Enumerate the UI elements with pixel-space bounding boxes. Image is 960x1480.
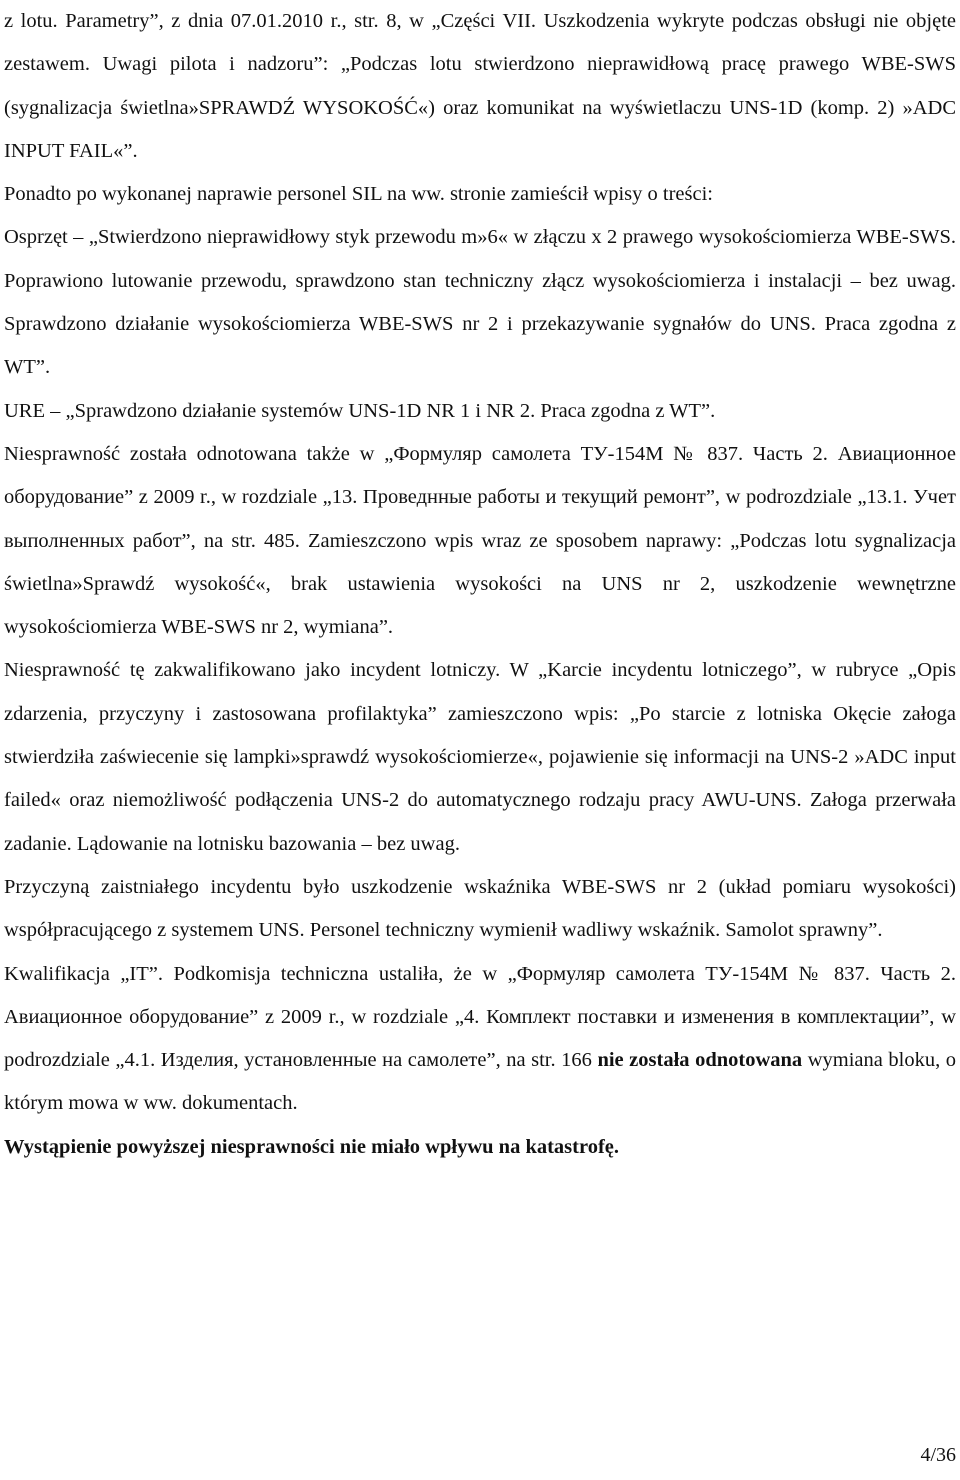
paragraph-incident-cause: Przyczyną zaistniałego incydentu było uszkodzenie wskaźnika WBE-SWS nr 2 (układ pomiaru wysokości) współpracującego z systemem UNS. Personel techniczny wymienił wadliwy wskaźnik. Samolot sprawny”. <box>4 875 956 942</box>
paragraph-formular-entry: Niesprawność została odnotowana także w „Формуляр самолета ТУ-154М № 837. Часть 2. Авиационное оборудование” z 2009 r., w rozdziale „13. Проведнные работы и текущий ремонт”, w podrozdziale „13.1. Учет выполненных работ”, na str. 485. Zamieszczono wpis wraz ze sposobem naprawy: „Podczas lotu sygnalizacja świetlna»Sprawdź wysokość«, brak ustawienia wysokości na UNS nr 2, uszkodzenie wewnętrzne wysokościomierza WBE-SWS nr 2, wymiana”. <box>4 442 956 639</box>
qualification-text-end: wymiana bloku, o którym mowa w ww. dokumentach. <box>4 1049 956 1115</box>
paragraph-continuation: z lotu. Parametry”, z dnia 07.01.2010 r., str. 8, w „Części VII. Uszkodzenia wykryte podczas obsługi nie objęte zestawem. Uwagi pilota i nadzoru”: „Podczas lotu stwierdzono nieprawidłową pracę prawego WBE-SWS (sygnalizacja świetlna»SPRAWDŹ WYSOKOŚĆ«) oraz komunikat na wyświetlaczu UNS-1D (komp. 2) »ADC INPUT FAIL«”. <box>4 10 956 162</box>
paragraph-incident-card: Niesprawność tę zakwalifikowano jako incydent lotniczy. W „Karcie incydentu lotniczego”, w rubryce „Opis zdarzenia, przyczyny i zastosowana profilaktyka” zamieszczono wpis: „Po starcie z lotniska Okęcie załoga stwierdziła zaświecenie się lampki»sprawdź wysokościomierze«, pojawienie się informacji na UNS-2 »ADC input failed« oraz niemożliwość podłączenia UNS-2 do automatycznego rodzaju pracy AWU-UNS. Załoga przerwała zadanie. Lądowanie na lotnisku bazowania – bez uwag. <box>4 659 956 855</box>
paragraph-conclusion <box>4 1126 956 1169</box>
paragraph-sil-entries-intro: Ponadto po wykonanej naprawie personel SIL na ww. stronie zamieścił wpisy o treści: <box>4 183 713 206</box>
page-number: 4/36 <box>920 1444 956 1466</box>
paragraph-qualification <box>4 953 956 1126</box>
paragraph-osprzet: Osprzęt – „Stwierdzono nieprawidłowy styk przewodu m»6« w złączu x 2 prawego wysokościomierza WBE-SWS. Poprawiono lutowanie przewodu, sprawdzono stan techniczny złącz wysokościomierza i instalacji – bez uwag. Sprawdzono działanie wysokościomierza WBE-SWS nr 2 i przekazywanie sygnałów do UNS. Praca zgodna z WT”. <box>4 226 956 379</box>
conclusion-text: Wystąpienie powyższej niesprawności nie miało wpływu na katastrofę. <box>4 1135 619 1158</box>
qualification-text-start: Kwalifikacja „IT”. Podkomisja techniczna ustaliła, że w „Формуляр самолета ТУ-154М № 837. Часть 2. Авиационное оборудование” z 2009 r., w rozdziale „4. Комплект поставки и изменения в комплектации”, w podrozdziale „4.1. Изделия, установленные на самолете”, na str. 166 <box>4 962 956 1072</box>
document-body <box>4 0 956 1169</box>
qualification-bold-phrase: nie została odnotowana <box>597 1049 803 1072</box>
paragraph-ure: URE – „Sprawdzono działanie systemów UNS-1D NR 1 i NR 2. Praca zgodna z WT”. <box>4 399 716 422</box>
